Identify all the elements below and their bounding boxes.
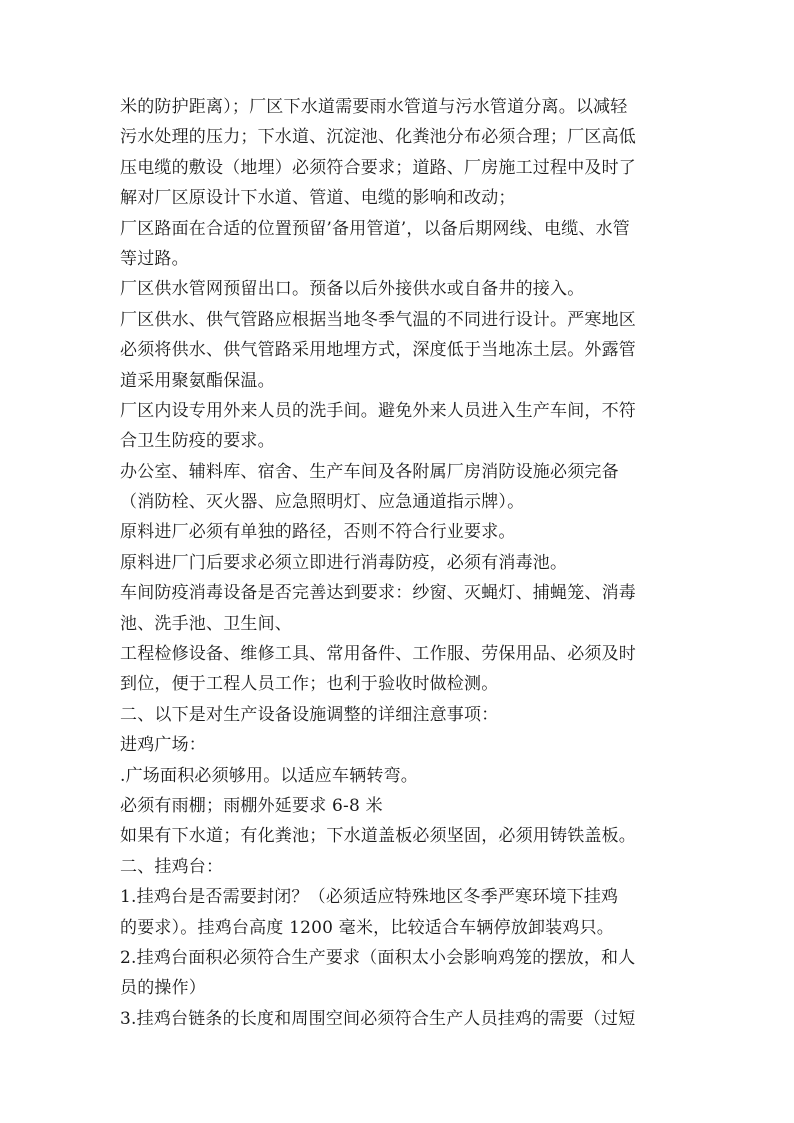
text-line: 池、洗手池、卫生间、 <box>120 613 292 634</box>
text-line: 原料进厂门后要求必须立即进行消毒防疫，必须有消毒池。 <box>120 552 568 573</box>
text-line: .广场面积必须够用。以适应车辆转弯。 <box>120 765 419 786</box>
text-line: 的要求）。挂鸡台高度 1200 毫米，比较适合车辆停放卸装鸡只。 <box>120 917 614 938</box>
text-line: 办公室、辅料库、宿舍、生产车间及各附属厂房消防设施必须完备 <box>120 461 619 482</box>
text-line: （消防栓、灭火器、应急照明灯、应急通道指示牌）。 <box>120 492 525 513</box>
text-line: 员的操作） <box>120 978 206 999</box>
text-line: 进鸡广场： <box>120 735 206 756</box>
text-line: 厂区供水管网预留出口。预备以后外接供水或自备井的接入。 <box>120 279 585 300</box>
document-body <box>120 92 676 1034</box>
text-line: 解对厂区原设计下水道、管道、电缆的影响和改动； <box>120 188 516 209</box>
text-line: 道采用聚氨酯保温。 <box>120 370 275 391</box>
text-line: 污水处理的压力；下水道、沉淀池、化粪池分布必须合理；厂区高低 <box>120 127 636 148</box>
text-line: 如果有下水道；有化粪池；下水道盖板必须坚固，必须用铸铁盖板。 <box>120 826 636 847</box>
text-line: 二、以下是对生产设备设施调整的详细注意事项： <box>120 704 499 725</box>
text-line: 车间防疫消毒设备是否完善达到要求：纱窗、灭蝇灯、捕蝇笼、消毒 <box>120 583 636 604</box>
text-line: 米的防护距离）；厂区下水道需要雨水管道与污水管道分离。以减轻 <box>120 97 628 117</box>
text-line: 必须将供水、供气管路采用地埋方式，深度低于当地冻土层。外露管 <box>120 340 636 361</box>
text-line: 合卫生防疫的要求。 <box>120 431 275 452</box>
text-line: 等过路。 <box>120 248 189 269</box>
text-line: 厂区内设专用外来人员的洗手间。避免外来人员进入生产车间，不符 <box>120 400 636 421</box>
text-line: 到位，便于工程人员工作；也利于验收时做检测。 <box>120 674 499 695</box>
text-line: 必须有雨棚；雨棚外延要求 6-8 米 <box>120 795 383 816</box>
text-line: 原料进厂必须有单独的路径，否则不符合行业要求。 <box>120 522 516 543</box>
text-line: 压电缆的敷设（地埋）必须符合要求；道路、厂房施工过程中及时了 <box>120 157 636 178</box>
text-line: 3.挂鸡台链条的长度和周围空间必须符合生产人员挂鸡的需要（过短 <box>120 1008 636 1029</box>
text-line: 2.挂鸡台面积必须符合生产要求（面积太小会影响鸡笼的摆放，和人 <box>120 947 636 968</box>
text-line: 二、挂鸡台： <box>120 856 224 877</box>
text-line: 厂区供水、供气管路应根据当地冬季气温的不同进行设计。严寒地区 <box>120 309 636 330</box>
text-line: 工程检修设备、维修工具、常用备件、工作服、劳保用品、必须及时 <box>120 644 636 665</box>
text-line: 厂区路面在合适的位置预留’备用管道’，以备后期网线、电缆、水管 <box>120 218 631 239</box>
text-line: 1.挂鸡台是否需要封闭？（必须适应特殊地区冬季严寒环境下挂鸡 <box>120 887 619 908</box>
